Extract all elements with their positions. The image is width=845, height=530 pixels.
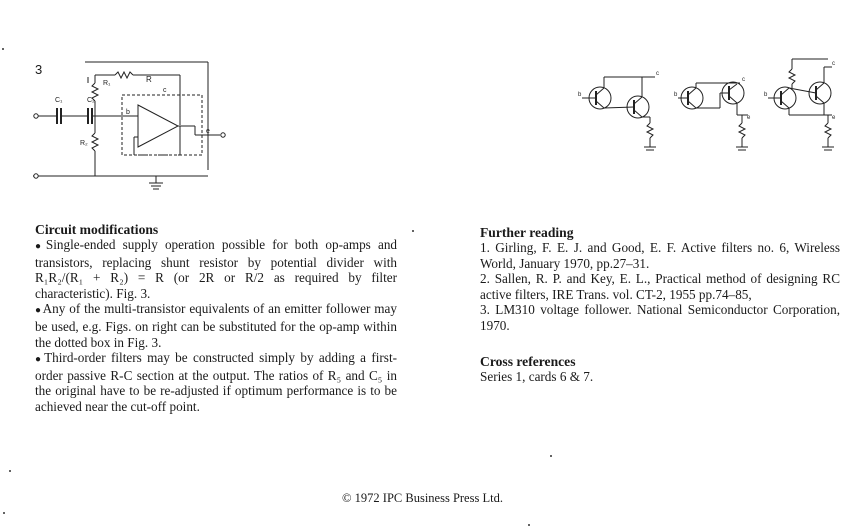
scan-speck — [3, 512, 5, 514]
reading-item: 1. Girling, F. E. J. and Good, E. F. Active filters no. 6, Wireless World, January 1970, pp.27–31. — [480, 240, 840, 271]
modification-item: ● Third-order filters may be constructed simply by adding a first-order passive R-C section at the output. The ratios of R₅ and C₅ in the original have to be re-adjusted if optimum performance is to be achieved near the cut-off point. — [35, 350, 397, 414]
active-filter-schematic — [30, 55, 240, 190]
variant3-c-label: c — [832, 61, 835, 67]
circuit-modifications-heading: Circuit modifications — [35, 222, 159, 237]
variant2-b-label: b — [674, 92, 678, 98]
modification-item: ● Single-ended supply operation possible for both op-amps and transistors, replacing shunt resistor by potential divider with R₁R₂/(R₁ + R₂) = R (or 2R or R/2 as required by filter characteristic). Fig. 3. — [35, 237, 397, 301]
darlington-variant — [578, 71, 659, 150]
r-label: R — [146, 75, 152, 84]
cross-references-text: Series 1, cards 6 & 7. — [480, 368, 594, 384]
b-label: b — [126, 109, 130, 116]
variant1-c-label: c — [656, 71, 659, 77]
cross-references-heading: Cross references — [480, 353, 576, 369]
e-label: e — [206, 128, 210, 135]
r2-label: R₂ — [80, 140, 88, 147]
variant1-b-label: b — [578, 92, 582, 98]
c1-label: C₁ — [55, 97, 63, 104]
scan-speck — [550, 455, 552, 457]
triple-variant — [764, 59, 836, 150]
modification-item: ● Any of the multi-transistor equivalents of an emitter follower may be used, e.g. Figs. on right can be substituted for the op-amp within the dotted box in Fig. 3. — [35, 301, 397, 350]
copyright-footer: © 1972 IPC Business Press Ltd. — [342, 491, 503, 505]
c-label: c — [163, 87, 167, 94]
emitter-follower-equivalents — [570, 55, 845, 155]
scan-speck — [2, 48, 4, 50]
scan-speck — [412, 230, 414, 232]
variant3-e-label: e — [832, 115, 836, 121]
further-reading-heading: Further reading — [480, 225, 574, 240]
figure-number: 3 — [35, 62, 43, 77]
c2-label: C₂ — [87, 97, 95, 104]
complementary-variant — [674, 77, 751, 150]
variant2-c-label: c — [742, 77, 745, 83]
reading-item: 2. Sallen, R. P. and Key, E. L., Practical method of designing RC active filters, IRE Trans. vol. CT-2, 1955 pp.74–85, — [480, 271, 840, 302]
variant3-b-label: b — [764, 92, 768, 98]
scan-speck — [9, 470, 11, 472]
r1-label: R₁ — [103, 80, 111, 87]
variant2-e-label: e — [747, 115, 751, 121]
reading-item: 3. LM310 voltage follower. National Semiconductor Corporation, 1970. — [480, 302, 840, 333]
references-column — [480, 225, 840, 384]
circuit-modifications-section — [35, 222, 397, 415]
scan-speck — [528, 524, 530, 526]
